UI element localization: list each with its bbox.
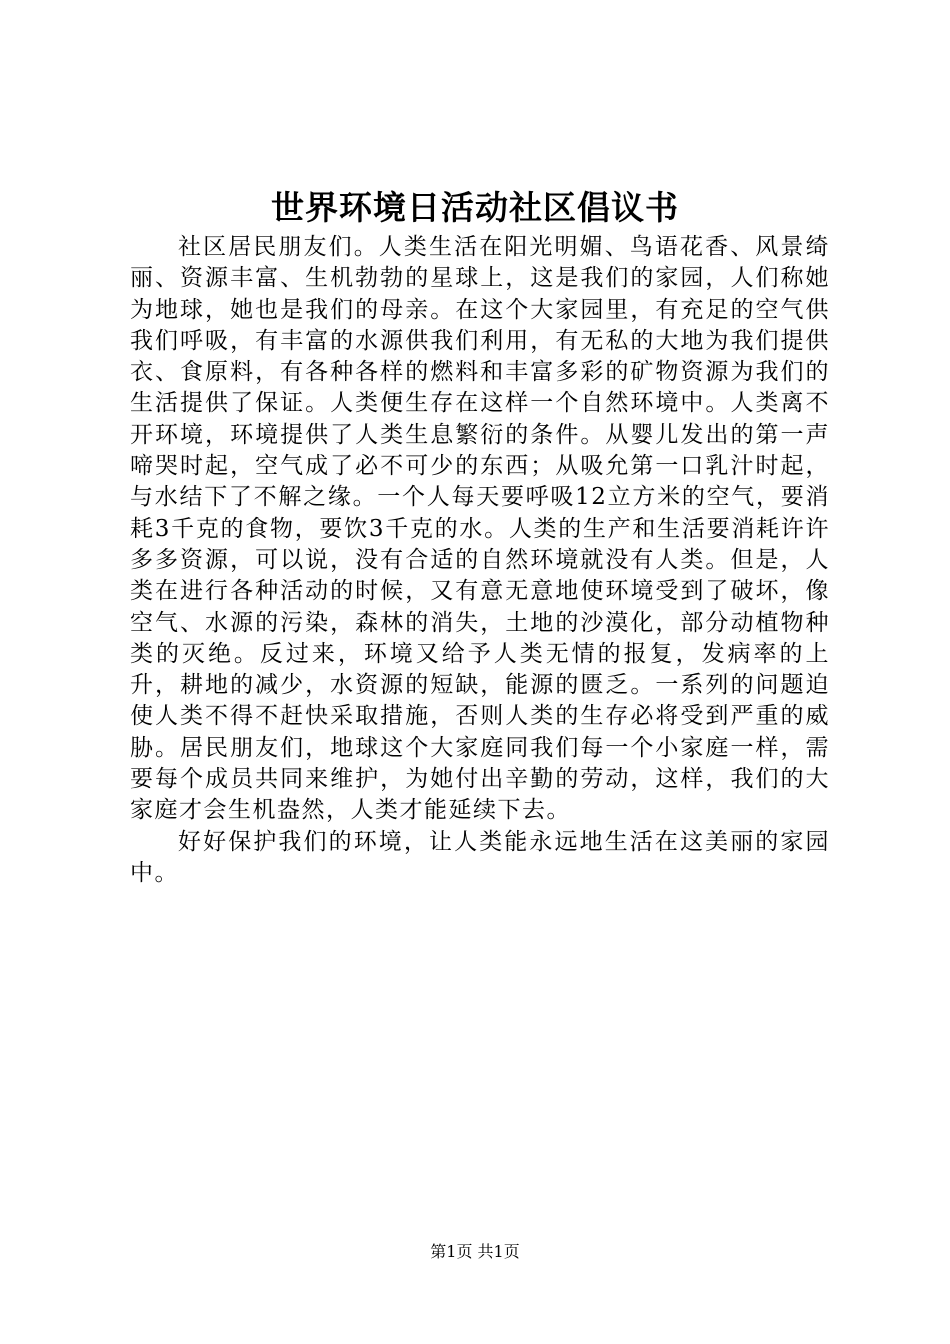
page-number-footer: 第1页 共1页: [430, 1242, 520, 1261]
document-body: [130, 232, 830, 889]
paragraph-1: 社区居民朋友们。人类生活在阳光明媚、鸟语花香、风景绮丽、资源丰富、生机勃勃的星球上，这是我们的家园，人们称她为地球，她也是我们的母亲。在这个大家园里，有充足的空气供我们呼吸，有丰富的水源供我们利用，有无私的大地为我们提供衣、食原料，有各种各样的燃料和丰富多彩的矿物资源为我们的生活提供了保证。人类便生存在这样一个自然环境中。人类离不开环境，环境提供了人类生息繁衍的条件。从婴儿发出的第一声啼哭时起，空气成了必不可少的东西；从吸允第一口乳汁时起，与水结下了不解之缘。一个人每天要呼吸12立方米的空气，要消耗3千克的食物，要饮3千克的水。人类的生产和生活要消耗许许多多资源，可以说，没有合适的自然环境就没有人类。但是，人类在进行各种活动的时候，又有意无意地使环境受到了破坏，像空气、水源的污染，森林的消失，土地的沙漠化，部分动植物种类的灭绝。反过来，环境又给予人类无情的报复，发病率的上升，耕地的减少，水资源的短缺，能源的匮乏。一系列的问题迫使人类不得不赶快采取措施，否则人类的生存必将受到严重的威胁。居民朋友们，地球这个大家庭同我们每一个小家庭一样，需要每个成员共同来维护，为她付出辛勤的劳动，这样，我们的大家庭才会生机盎然，人类才能延续下去。: [130, 234, 830, 824]
paragraph-2: 好好保护我们的环境，让人类能永远地生活在这美丽的家园中。: [130, 828, 830, 886]
document-title: 世界环境日活动社区倡议书: [271, 188, 679, 227]
